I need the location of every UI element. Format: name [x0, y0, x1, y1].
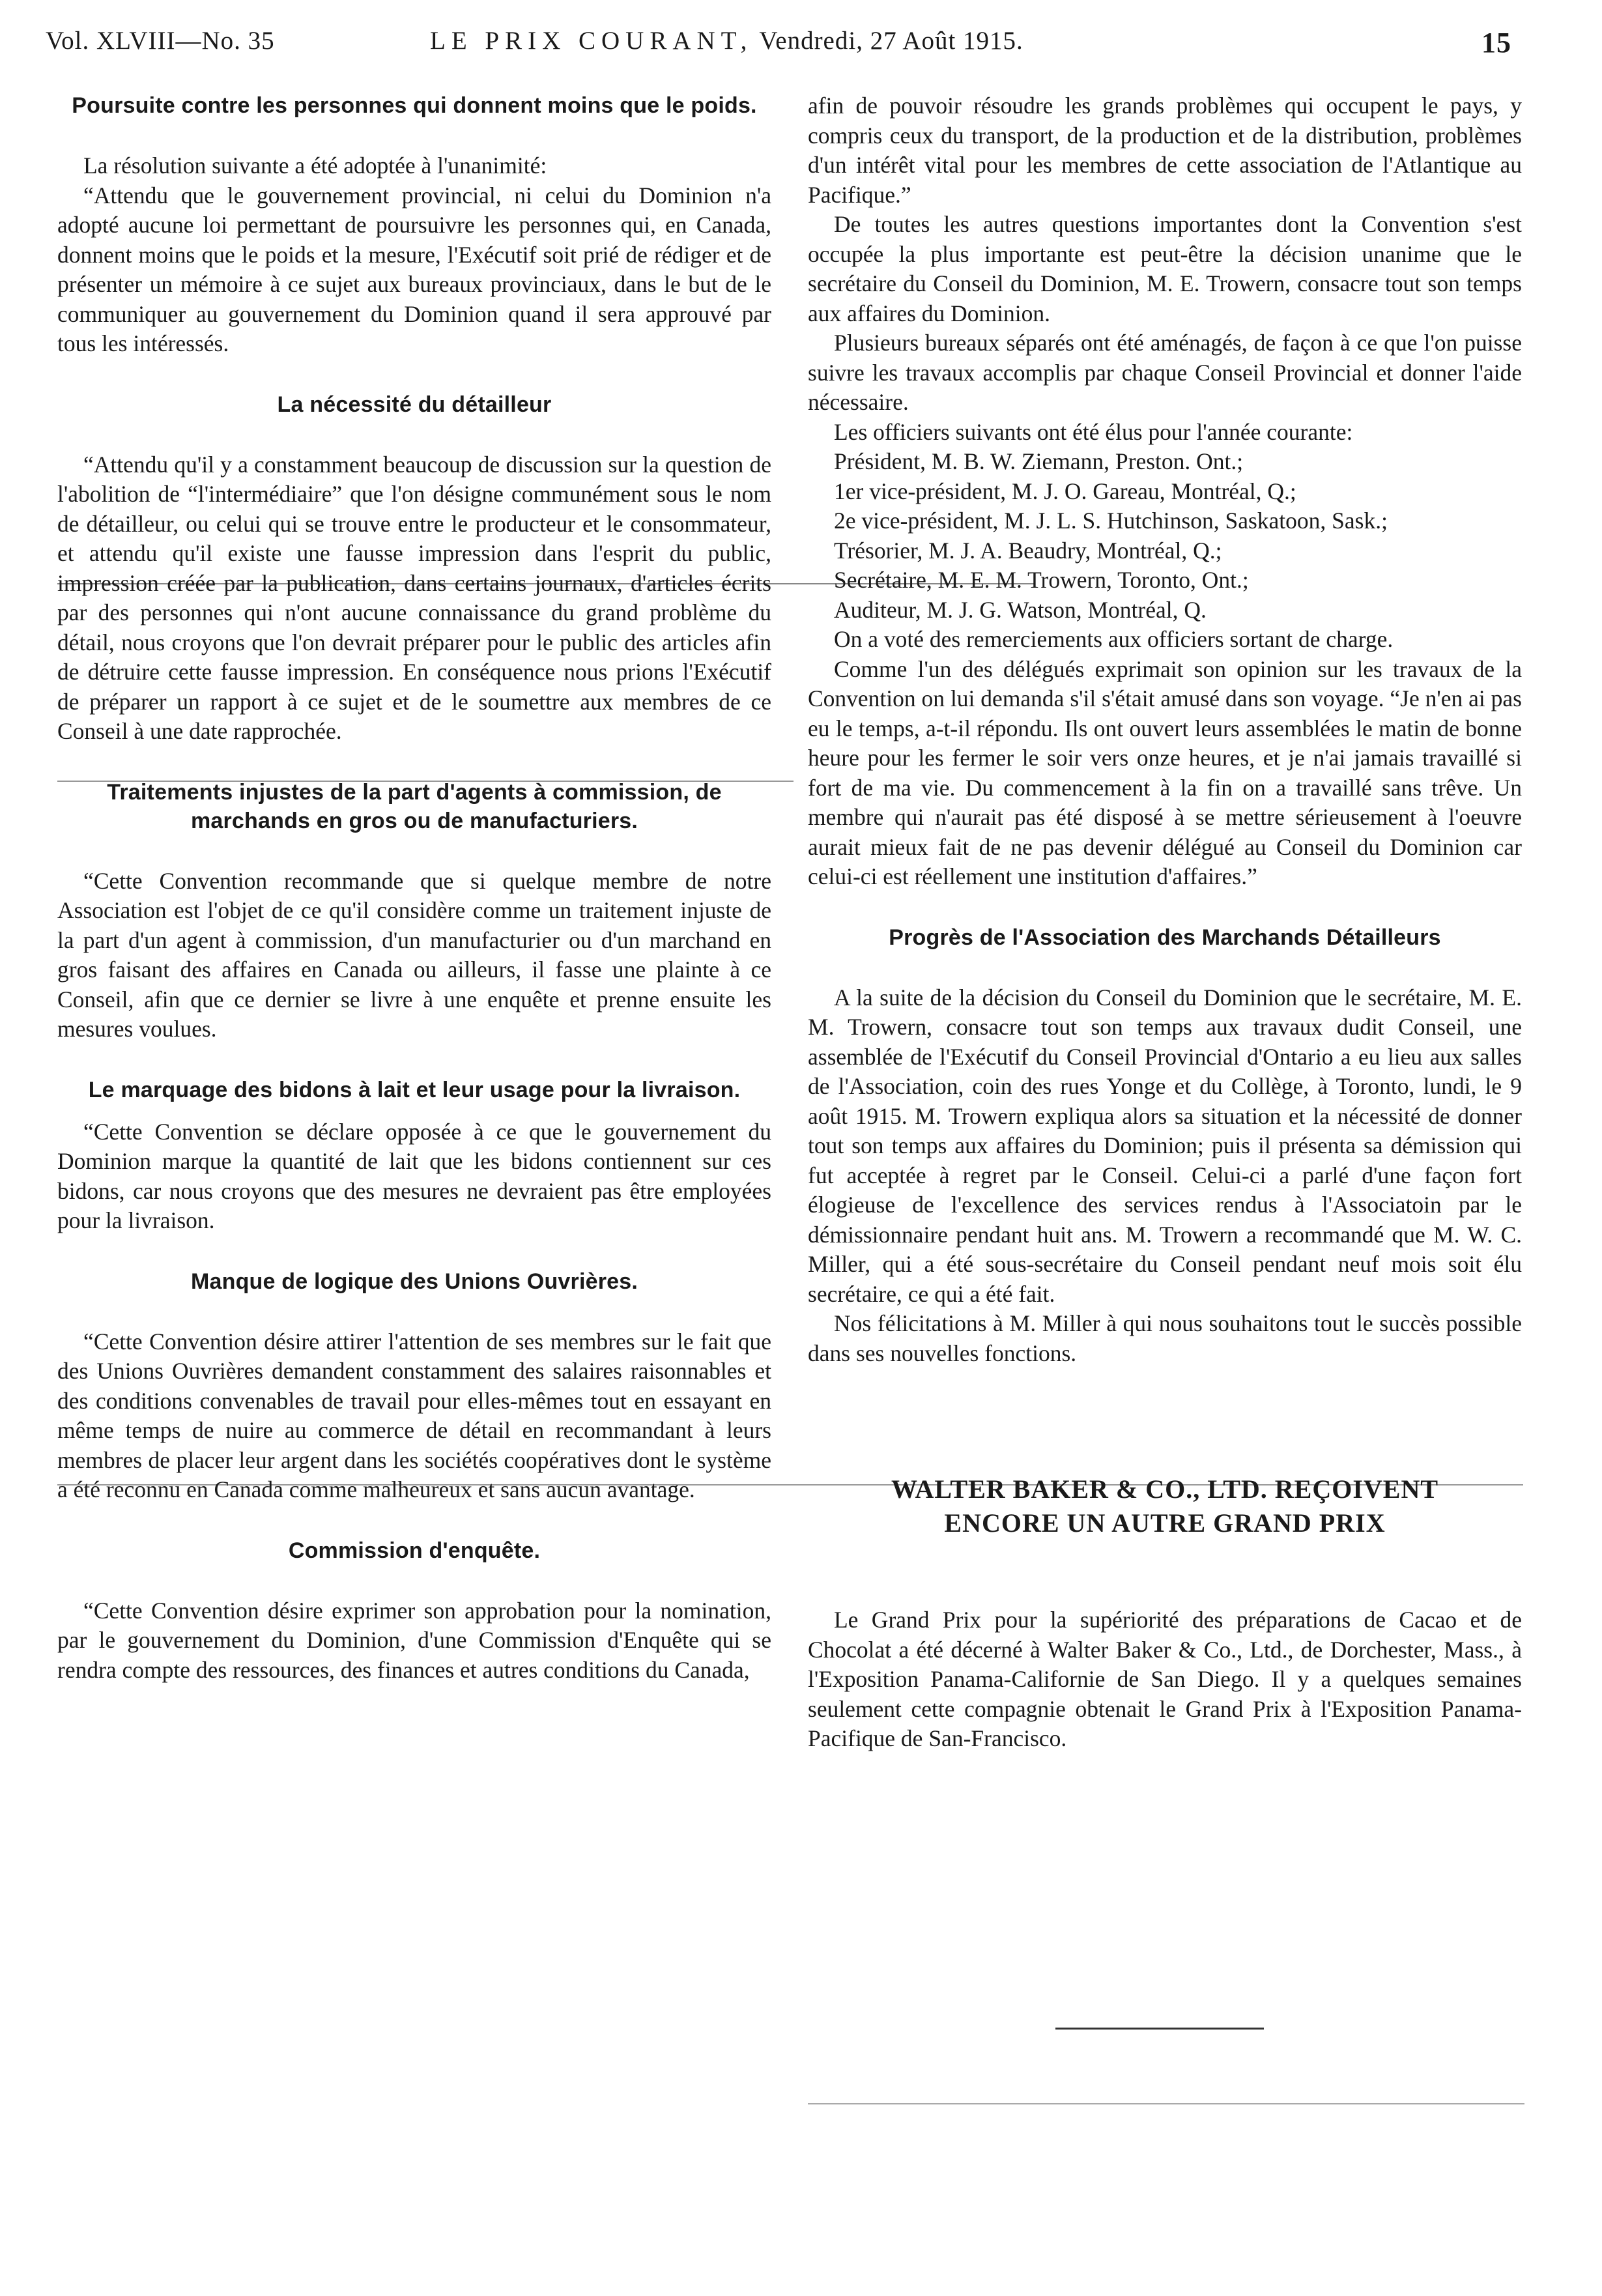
paragraph: Comme l'un des délégués exprimait son opinion sur les travaux de la Convention on lui demanda s'il s'était amusé dans son voyage. “Je n'en ai pas eu le temps, a-t-il répondu. Ils ont ouvert leurs assemblées le matin de bonne heure pour les fermer le soir vers onze heures, et je n'ai jamais travaillé si fort de ma vie. Du commencement à la fin on a travaillé sans trêve. Un membre qui n'aurait pas été disposé à se mettre sérieusement à l'oeuvre aurait mieux fait de ne pas devenir délégué au Conseil du Dominion car celui-ci est réellement une institution d'affaires.”	[808, 655, 1522, 889]
section-title-traitements: Traitements injustes de la part d'agents à commission, de marchands en gros ou de manufacturiers.	[107, 779, 722, 833]
paper-name: LE PRIX COURANT,	[430, 27, 753, 55]
officer-line: Secrétaire, M. E. M. Trowern, Toronto, Ont.;	[834, 567, 1249, 593]
officer-line: Trésorier, M. J. A. Beaudry, Montréal, Q.;	[834, 537, 1222, 564]
section-title-commission: Commission d'enquête.	[288, 1538, 541, 1563]
paragraph: “Attendu qu'il y a constamment beaucoup de discussion sur la question de l'abolition de “l'intermédiaire” que l'on désigne communément sous le nom de détailleur, ou celui qui se trouve entre le producteur et le consommateur, et attendu qu'il existe une fausse impression dans l'esprit du public, impression créée par la publication, dans certains journaux, d'articles écrits par des personnes qui n'ont aucune connaissance du grand problème du détail, nous croyons que l'on devrait préparer pour le public des articles afin de détruire cette fausse impression. En conséquence nous prions l'Exécutif de préparer un rapport à ce sujet et de le soumettre aux membres de ce Conseil à une date rapprochée.	[57, 451, 771, 744]
paragraph: “Attendu que le gouvernement provincial, ni celui du Dominion n'a adopté aucune loi permettant de poursuivre les personnes qui, en Canada, donnent moins que le poids et la mesure, l'Exécutif soit prié de rédiger et de présenter un mémoire à ce sujet aux bureaux provinciaux, dans le but de le communiquer au gouvernement du Dominion quand il sera approuvé par tous les intéressés.	[57, 182, 771, 356]
paragraph: A la suite de la décision du Conseil du Dominion que le secrétaire, M. E. M. Trowern, consacre tout son temps aux travaux dudit Conseil, une assemblée de l'Exécutif du Conseil Provincial d'Ontario a eu lieu aux salles de l'Association, coin des rues Yonge et du Collège, à Toronto, lundi, le 9 août 1915. M. Trowern expliqua alors sa situation et la nécessité de donner tout son temps aux affaires du Dominion; puis il présenta sa démission qui fut acceptée à regret par le Conseil. Celui-ci a parlé d'une façon fort élogieuse de l'excellence des services rendus à l'Associatoin par le démissionnaire pendant huit ans. M. Trowern a recommandé que M. W. C. Miller, qui a été sous-secrétaire du Conseil pendant neuf mois soit élu secrétaire, ce qui a été fait.	[808, 984, 1522, 1307]
paragraph: Nos félicitations à M. Miller à qui nous souhaitons tout le succès possible dans ses nouvelles fonctions.	[808, 1310, 1522, 1366]
page-header	[46, 26, 1511, 65]
paragraph: Le Grand Prix pour la supériorité des préparations de Cacao et de Chocolat a été décerné à Walter Baker & Co., Ltd., de Dorchester, Mass., à l'Exposition Panama-Californie de San Diego. Il y a quelques semaines seulement cette compagnie obtenait le Grand Prix à l'Exposition Panama-Pacifique de San-Francisco.	[808, 1607, 1522, 1751]
masthead	[430, 26, 1023, 55]
page-number: 15	[1481, 27, 1511, 59]
scan-rule	[808, 2103, 1524, 2104]
paragraph: afin de pouvoir résoudre les grands problèmes qui occupent le pays, y compris ceux du transport, de la production et de la distribution, problèmes d'un intérêt vital pour les membres de cette association de l'Atlantique au Pacifique.”	[808, 93, 1522, 208]
left-column	[57, 91, 771, 1685]
paragraph: “Cette Convention recommande que si quelque membre de notre Association est l'objet de ce qu'il considère comme un traitement injuste de la part d'un agent à commission, d'un manufacturier ou d'un marchand en gros faisant des affaires en Canada ou ailleurs, il fasse une plainte à ce Conseil, afin que ce dernier se livre à une enquête et prenne ensuite les mesures voulues.	[57, 867, 771, 1042]
paragraph: Plusieurs bureaux séparés ont été aménagés, de façon à ce que l'on puisse suivre les travaux accomplis par chaque Conseil Provincial et donner l'aide nécessaire.	[808, 330, 1522, 415]
paragraph: “Cette Convention se déclare opposée à ce que le gouvernement du Dominion marque la quantité de lait que les bidons contiennent sur ces bidons, car nous croyons que des mesures ne devraient pas être employées pour la livraison.	[57, 1118, 771, 1233]
paragraph: Les officiers suivants ont été élus pour l'année courante:	[834, 418, 1353, 445]
section-title-poursuite: Poursuite contre les personnes qui donnent moins que le poids.	[72, 93, 757, 118]
officer-line: Auditeur, M. J. G. Watson, Montréal, Q.	[834, 596, 1207, 623]
paragraph: La résolution suivante a été adoptée à l'unanimité:	[83, 152, 547, 179]
section-title-detailleur: La nécessité du détailleur	[277, 392, 552, 417]
section-title-progres: Progrès de l'Association des Marchands Détailleurs	[889, 925, 1441, 950]
ad-title-line-1: WALTER BAKER & CO., LTD. REÇOIVENT	[891, 1474, 1439, 1504]
right-column	[808, 91, 1522, 1754]
section-divider	[1055, 2028, 1264, 2030]
section-title-unions: Manque de logique des Unions Ouvrières.	[190, 1269, 638, 1294]
paragraph: “Cette Convention désire attirer l'attention de ses membres sur le fait que des Unions Ouvrières demandent constamment des salaires raisonnables et des conditions convenables de travail pour elles-mêmes tout en essayant en même temps de nuire au commerce de détail en recommandant à leurs membres de placer leur argent dans les sociétés coopératives dont le système a été reconnu en Canada comme malheureux et sans aucun avantage.	[57, 1328, 771, 1502]
officer-line: 2e vice-président, M. J. L. S. Hutchinson, Saskatoon, Sask.;	[834, 508, 1388, 534]
issue-date: Vendredi, 27 Août 1915.	[759, 27, 1023, 55]
volume-number: Vol. XLVIII—No. 35	[46, 27, 275, 55]
paragraph: “Cette Convention désire exprimer son approbation pour la nomination, par le gouvernement du Dominion, d'une Commission d'Enquête qui se rendra compte des ressources, des finances et autres conditions du Canada,	[57, 1597, 771, 1683]
paragraph: On a voté des remerciements aux officiers sortant de charge.	[834, 626, 1394, 652]
officer-line: Président, M. B. W. Ziemann, Preston. Ont.;	[834, 448, 1244, 474]
ad-title-line-2: ENCORE UN AUTRE GRAND PRIX	[944, 1508, 1386, 1538]
section-title-bidons: Le marquage des bidons à lait et leur usage pour la livraison.	[88, 1077, 741, 1102]
officer-line: 1er vice-président, M. J. O. Gareau, Montréal, Q.;	[834, 478, 1296, 504]
paragraph: De toutes les autres questions importantes dont la Convention s'est occupée la plus importante est peut-être la décision unanime que le secrétaire du Conseil du Dominion, M. E. Trowern, consacre tout son temps aux affaires du Dominion.	[808, 211, 1522, 326]
